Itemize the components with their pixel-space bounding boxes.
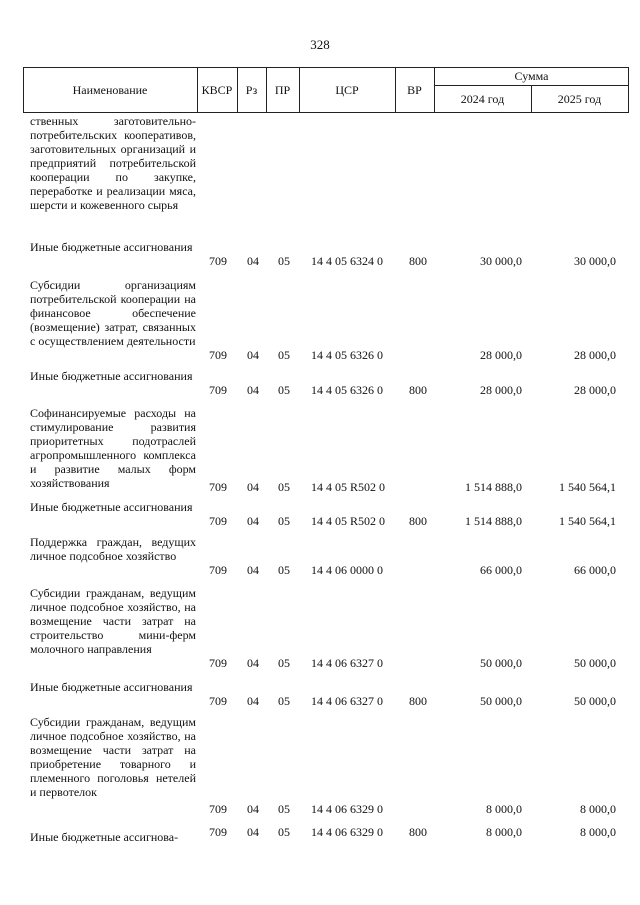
row-rz: 04 [247,825,259,839]
row-sum-2024: 66 000,0 [480,563,522,577]
row-rz: 04 [247,563,259,577]
row-pr: 05 [278,348,290,362]
row-sum-2025: 8 000,0 [580,825,616,839]
row-kvsr: 709 [209,514,227,528]
row-sum-2024: 50 000,0 [480,694,522,708]
row-sum-2025: 28 000,0 [574,383,616,397]
row-sum-2024: 28 000,0 [480,348,522,362]
row-csr: 14 4 05 R502 0 [311,480,386,494]
row-sum-2025: 28 000,0 [574,348,616,362]
row-pr: 05 [278,563,290,577]
row-kvsr: 709 [209,383,227,397]
row-pr: 05 [278,254,290,268]
row-sum-2024: 1 514 888,0 [465,480,522,494]
row-sum-2024: 8 000,0 [486,802,522,816]
header-sum: Сумма [514,68,549,83]
header-name: Наименование [72,82,148,97]
row-pr: 05 [278,802,290,816]
row-pr: 05 [278,514,290,528]
row-vr: 800 [409,514,427,528]
row-csr: 14 4 06 6327 0 [311,656,383,670]
row-vr: 800 [409,825,427,839]
row-csr: 14 4 06 6327 0 [311,694,383,708]
row-pr: 05 [278,480,290,494]
row-csr: 14 4 06 6329 0 [311,825,383,839]
header-kvsr: КВСР [201,82,233,97]
row-csr: 14 4 05 R502 0 [311,514,386,528]
row-sum-2025: 1 540 564,1 [559,480,616,494]
row-sum-2024: 1 514 888,0 [465,514,522,528]
row-csr: 14 4 06 0000 0 [311,563,383,577]
row-kvsr: 709 [209,348,227,362]
row-sum-2024: 28 000,0 [480,383,522,397]
row-vr: 800 [409,254,427,268]
header-year-2025: 2025 год [557,91,602,106]
row-sum-2025: 8 000,0 [580,802,616,816]
row-kvsr: 709 [209,563,227,577]
row-kvsr: 709 [209,656,227,670]
row-csr: 14 4 05 6326 0 [311,383,383,397]
row-kvsr: 709 [209,825,227,839]
header-vr: ВР [407,82,422,97]
row-kvsr: 709 [209,480,227,494]
row-kvsr: 709 [209,802,227,816]
page-number: 328 [310,37,330,52]
row-rz: 04 [247,383,259,397]
row-rz: 04 [247,656,259,670]
row-sum-2025: 50 000,0 [574,656,616,670]
row-csr: 14 4 06 6329 0 [311,802,383,816]
header-year-2024: 2024 год [460,91,505,106]
row-rz: 04 [247,694,259,708]
row-name: Иные бюджетные ассигнования [30,240,193,254]
table-header [23,67,629,113]
row-name: Иные бюджетные ассигнования [30,680,193,694]
row-rz: 04 [247,348,259,362]
row-name: Субсидии гражданам, ведущим личное подсобное хозяйство, на возмещение части затрат на приобретение товарного и племенного поголовья нетелей и первотелок [30,715,196,799]
row-pr: 05 [278,694,290,708]
row-name: Субсидии организациям потребительской кооперации на финансовое обеспечение (возмещение) затрат, связанных с осуществлением деятельности [30,278,196,348]
row-sum-2024: 50 000,0 [480,656,522,670]
row-kvsr: 709 [209,254,227,268]
row-vr: 800 [409,694,427,708]
row-kvsr: 709 [209,694,227,708]
row-vr: 800 [409,383,427,397]
row-pr: 05 [278,383,290,397]
row-rz: 04 [247,254,259,268]
header-csr: ЦСР [335,82,359,97]
header-rz: Рз [245,82,258,97]
row-name: Поддержка граждан, ведущих личное подсобное хозяйство [30,535,196,563]
row-csr: 14 4 05 6326 0 [311,348,383,362]
row-name: ственных заготовительно-потребительских кооперативов, заготовительных организаций и предприятий потребительской кооперации по закупке, переработке и реализации мяса, шерсти и кожевенного сырья [30,114,196,212]
row-csr: 14 4 05 6324 0 [311,254,383,268]
row-rz: 04 [247,514,259,528]
row-sum-2025: 66 000,0 [574,563,616,577]
row-sum-2024: 8 000,0 [486,825,522,839]
row-name: Иные бюджетные ассигнования [30,500,193,514]
row-sum-2025: 50 000,0 [574,694,616,708]
row-rz: 04 [247,802,259,816]
row-name: Софинансируемые расходы на стимулирование развития приоритетных подотраслей агропромышленного комплекса и развитие малых форм хозяйствования [30,406,196,490]
row-rz: 04 [247,480,259,494]
row-name: Иные бюджетные ассигнования [30,369,193,383]
row-name: Субсидии гражданам, ведущим личное подсобное хозяйство, на возмещение части затрат на строительство мини-ферм молочного направления [30,586,196,656]
row-sum-2024: 30 000,0 [480,254,522,268]
row-name: Иные бюджетные ассигнова- [30,830,179,844]
row-pr: 05 [278,825,290,839]
row-sum-2025: 30 000,0 [574,254,616,268]
row-sum-2025: 1 540 564,1 [559,514,616,528]
header-pr: ПР [274,82,291,97]
row-pr: 05 [278,656,290,670]
